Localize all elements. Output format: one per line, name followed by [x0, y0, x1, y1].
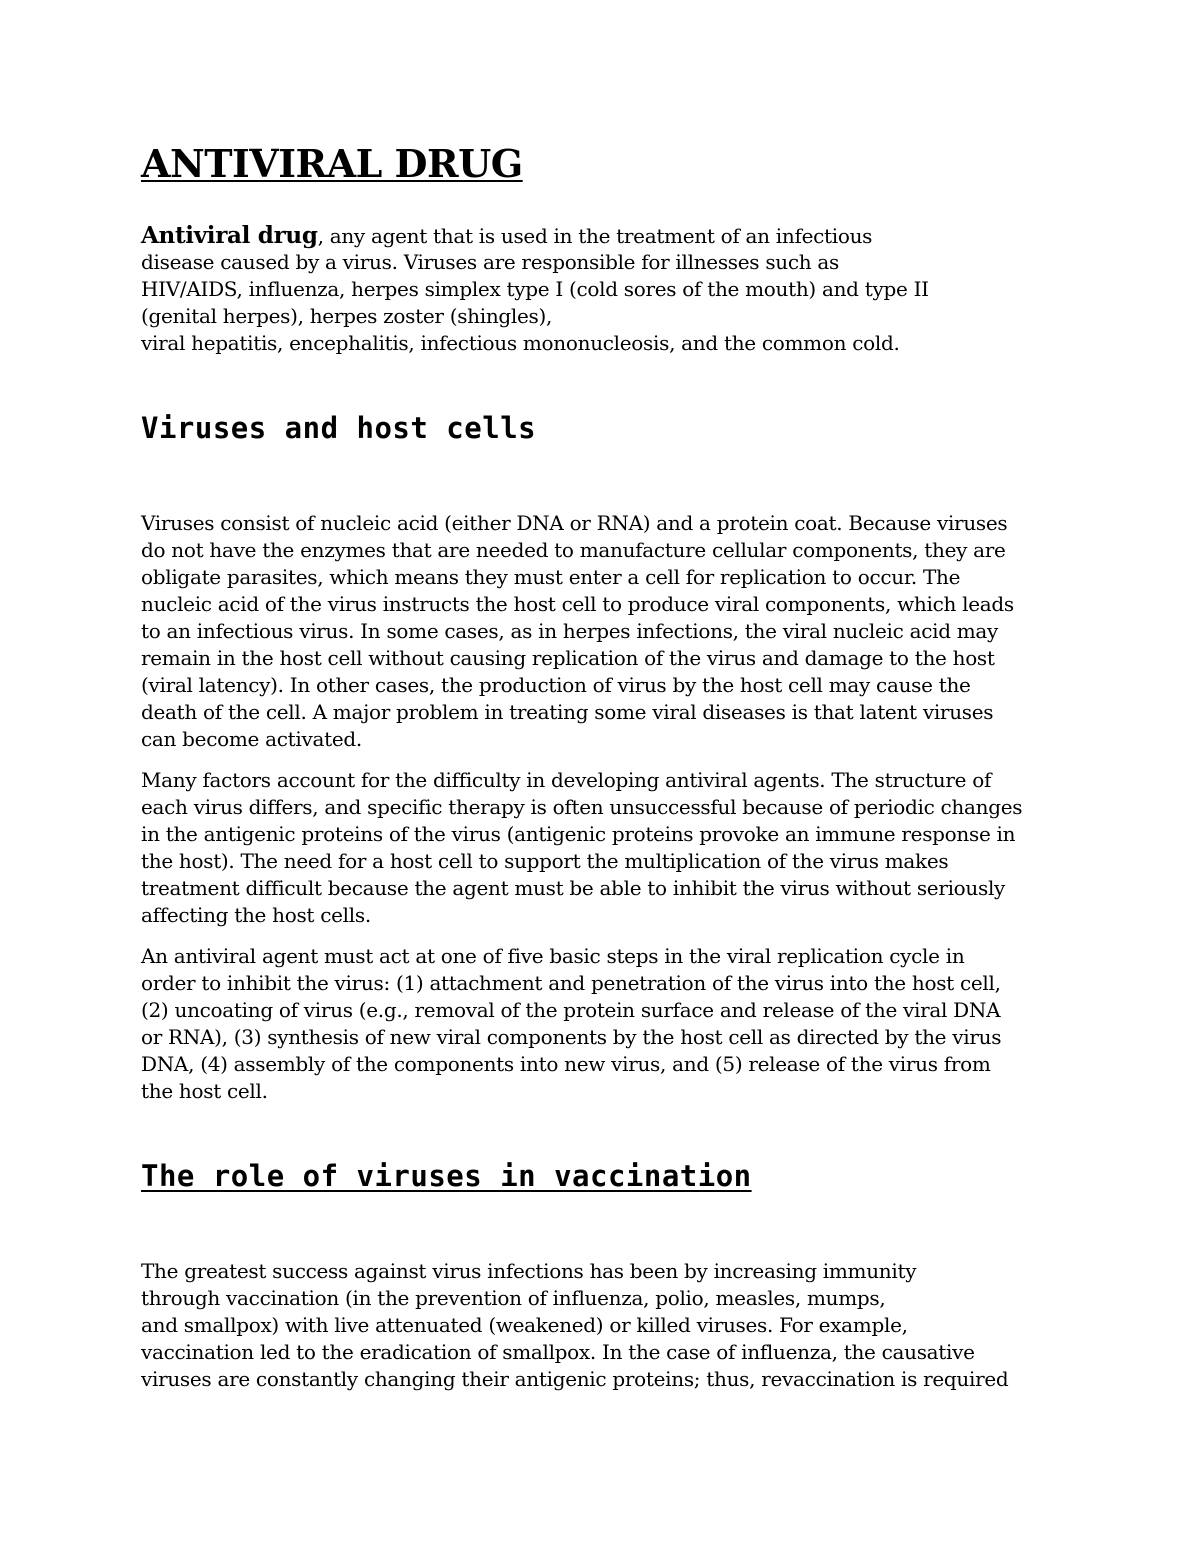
paragraph-line: Viruses consist of nucleic acid (either DNA or RNA) and a protein coat. Because viruses	[141, 511, 1008, 535]
intro-paragraph	[141, 222, 929, 357]
paragraph-line: the host). The need for a host cell to support the multiplication of the virus makes	[141, 849, 949, 873]
document-title: ANTIVIRAL DRUG	[141, 141, 523, 186]
paragraph-line: each virus differs, and specific therapy is often unsuccessful because of periodic changes	[141, 795, 1023, 819]
intro-line: viral hepatitis, encephalitis, infectious mononucleosis, and the common cold.	[141, 331, 900, 355]
paragraph-line: or RNA), (3) synthesis of new viral components by the host cell as directed by the virus	[141, 1025, 1002, 1049]
paragraph-line: viruses are constantly changing their antigenic proteins; thus, revaccination is required	[141, 1367, 1009, 1391]
paragraph-line: treatment difficult because the agent must be able to inhibit the virus without seriously	[141, 876, 1006, 900]
paragraph-line: The greatest success against virus infections has been by increasing immunity	[141, 1259, 917, 1283]
section-heading-role-of-viruses-in-vaccination: The role of viruses in vaccination	[141, 1159, 752, 1193]
paragraph-line: through vaccination (in the prevention of influenza, polio, measles, mumps,	[141, 1286, 886, 1310]
paragraph-line: obligate parasites, which means they must enter a cell for replication to occur. The	[141, 565, 961, 589]
paragraph-line: affecting the host cells.	[141, 903, 371, 927]
paragraph-line: vaccination led to the eradication of smallpox. In the case of influenza, the causative	[141, 1340, 975, 1364]
paragraph-line: (2) uncoating of virus (e.g., removal of the protein surface and release of the viral DNA	[141, 998, 1001, 1022]
section2-paragraph-1	[141, 1258, 1008, 1393]
paragraph-line: DNA, (4) assembly of the components into new virus, and (5) release of the virus from	[141, 1052, 991, 1076]
paragraph-line: (viral latency). In other cases, the production of virus by the host cell may cause the	[141, 673, 971, 697]
section1-paragraph-2	[141, 767, 1022, 929]
paragraph-line: death of the cell. A major problem in treating some viral diseases is that latent viruses	[141, 700, 994, 724]
paragraph-line: in the antigenic proteins of the virus (antigenic proteins provoke an immune response in	[141, 822, 1016, 846]
intro-line	[141, 222, 929, 249]
intro-line: HIV/AIDS, influenza, herpes simplex type I (cold sores of the mouth) and type II	[141, 277, 929, 301]
section-heading-viruses-host-cells: Viruses and host cells	[141, 411, 537, 445]
paragraph-line: An antiviral agent must act at one of five basic steps in the viral replication cycle in	[141, 944, 965, 968]
paragraph-line: the host cell.	[141, 1079, 268, 1103]
paragraph-line: do not have the enzymes that are needed to manufacture cellular components, they are	[141, 538, 1006, 562]
paragraph-line: nucleic acid of the virus instructs the host cell to produce viral components, which leads	[141, 592, 1014, 616]
intro-line-text: , any agent that is used in the treatment of an infectious	[317, 224, 873, 248]
intro-term: Antiviral drug	[141, 222, 318, 249]
paragraph-line: and smallpox) with live attenuated (weakened) or killed viruses. For example,	[141, 1313, 908, 1337]
paragraph-line: order to inhibit the virus: (1) attachment and penetration of the virus into the host cell,	[141, 971, 1001, 995]
paragraph-line: remain in the host cell without causing replication of the virus and damage to the host	[141, 646, 995, 670]
intro-line: disease caused by a virus. Viruses are responsible for illnesses such as	[141, 250, 839, 274]
paragraph-line: can become activated.	[141, 727, 362, 751]
intro-line: (genital herpes), herpes zoster (shingles),	[141, 304, 553, 328]
paragraph-line: to an infectious virus. In some cases, as in herpes infections, the viral nucleic acid may	[141, 619, 999, 643]
section1-paragraph-3	[141, 943, 1001, 1105]
paragraph-line: Many factors account for the difficulty in developing antiviral agents. The structure of	[141, 768, 992, 792]
section1-paragraph-1	[141, 510, 1014, 753]
